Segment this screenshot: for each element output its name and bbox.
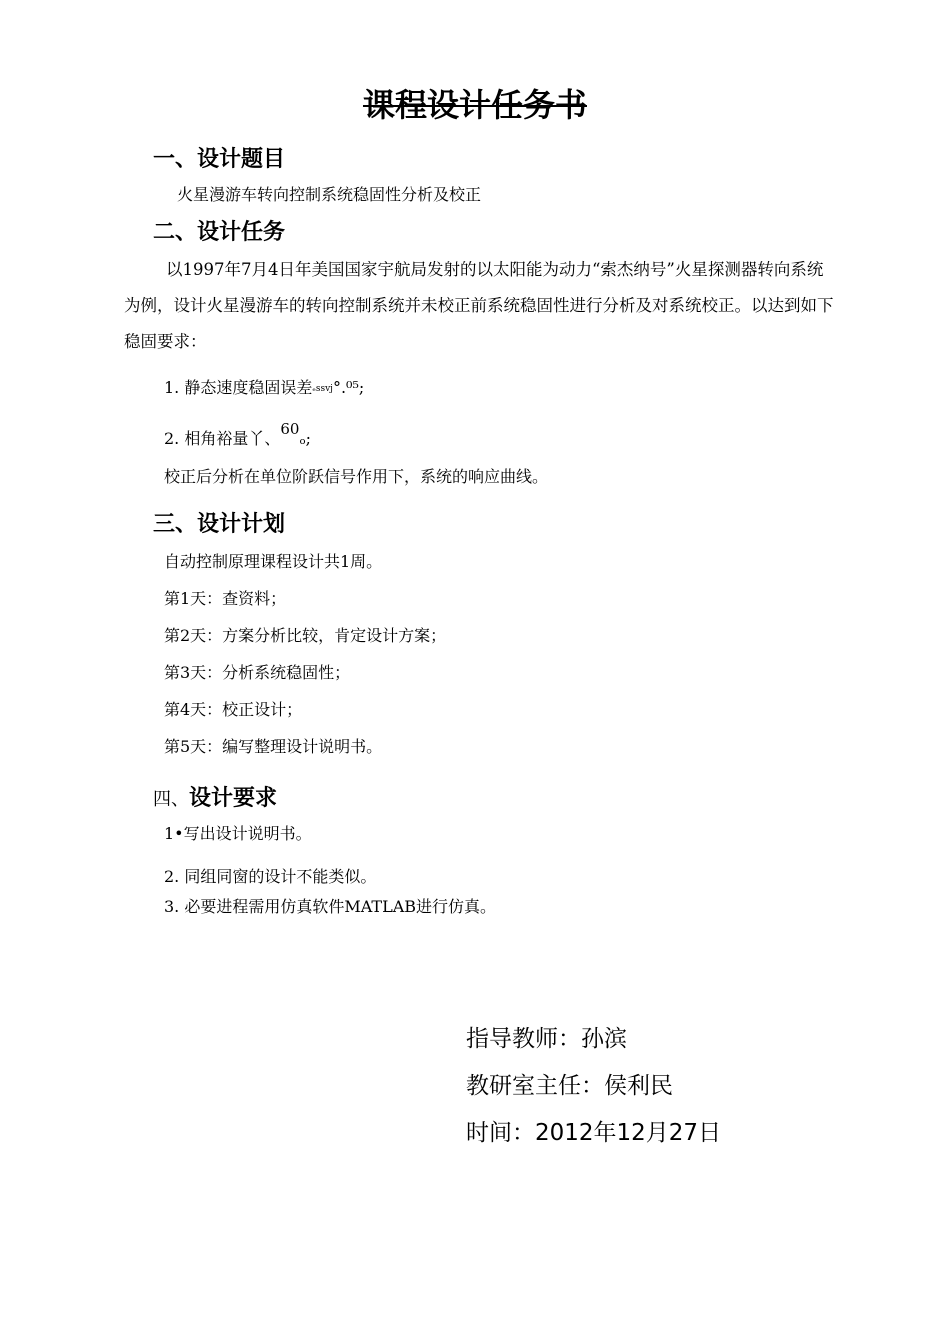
plan-item: 第5天：编写整理设计说明书。 (164, 737, 383, 756)
requirement-2-suffix: ₒ; (299, 429, 312, 448)
requirement-item: 2. 同组同窗的设计不能类似。 (164, 867, 377, 886)
section-requirements-main: 设计要求 (189, 786, 278, 811)
requirement-item: 1•写出设计说明书。 (164, 824, 312, 843)
section-requirements-heading (153, 781, 277, 812)
section-task-heading: 二、设计任务 (153, 220, 286, 245)
section-task-paragraph: 以1997年7月4日年美国国家宇航局发射的以太阳能为动力“索杰纳号”火星探测器转向系统为例，设计火星漫游车的转向控制系统并未校正前系统稳固性进行分析及对系统校正。以达到如下稳固要求： (124, 260, 834, 351)
plan-item: 自动控制原理课程设计共1周。 (164, 552, 383, 571)
section-requirements-prefix: 四、 (153, 789, 189, 810)
requirement-2 (164, 420, 312, 448)
plan-item: 第1天：查资料； (164, 589, 287, 608)
requirement-1-subscript: ₑssvj (312, 384, 333, 394)
section-task-note: 校正后分析在单位阶跃信号作用下，系统的响应曲线。 (164, 467, 549, 486)
signature-date: 时间：2012年12月27日 (466, 1120, 722, 1146)
requirement-2-prefix: 2. 相角裕量丫、 (164, 429, 281, 448)
section-topic-text: 火星漫游车转向控制系统稳固性分析及校正 (177, 185, 482, 204)
page-title: 课程设计任务书 (362, 86, 587, 124)
signature-advisor: 指导教师：孙滨 (466, 1026, 627, 1052)
plan-item: 第3天：分析系统稳固性； (164, 663, 351, 682)
requirement-2-superscript: 60 (280, 420, 300, 438)
section-plan-heading: 三、设计计划 (153, 512, 286, 537)
plan-item: 第2天：方案分析比较，肯定设计方案； (164, 626, 447, 645)
plan-item: 第4天：校正设计； (164, 700, 303, 719)
requirement-1-suffix: °.⁰⁵; (332, 378, 365, 397)
signature-director: 教研室主任：侯利民 (466, 1073, 673, 1099)
requirement-item: 3. 必要进程需用仿真软件MATLAB进行仿真。 (164, 897, 497, 916)
section-topic-heading: 一、设计题目 (153, 147, 286, 172)
requirement-1-prefix: 1. 静态速度稳固误差 (164, 378, 313, 397)
requirement-1 (164, 380, 364, 396)
